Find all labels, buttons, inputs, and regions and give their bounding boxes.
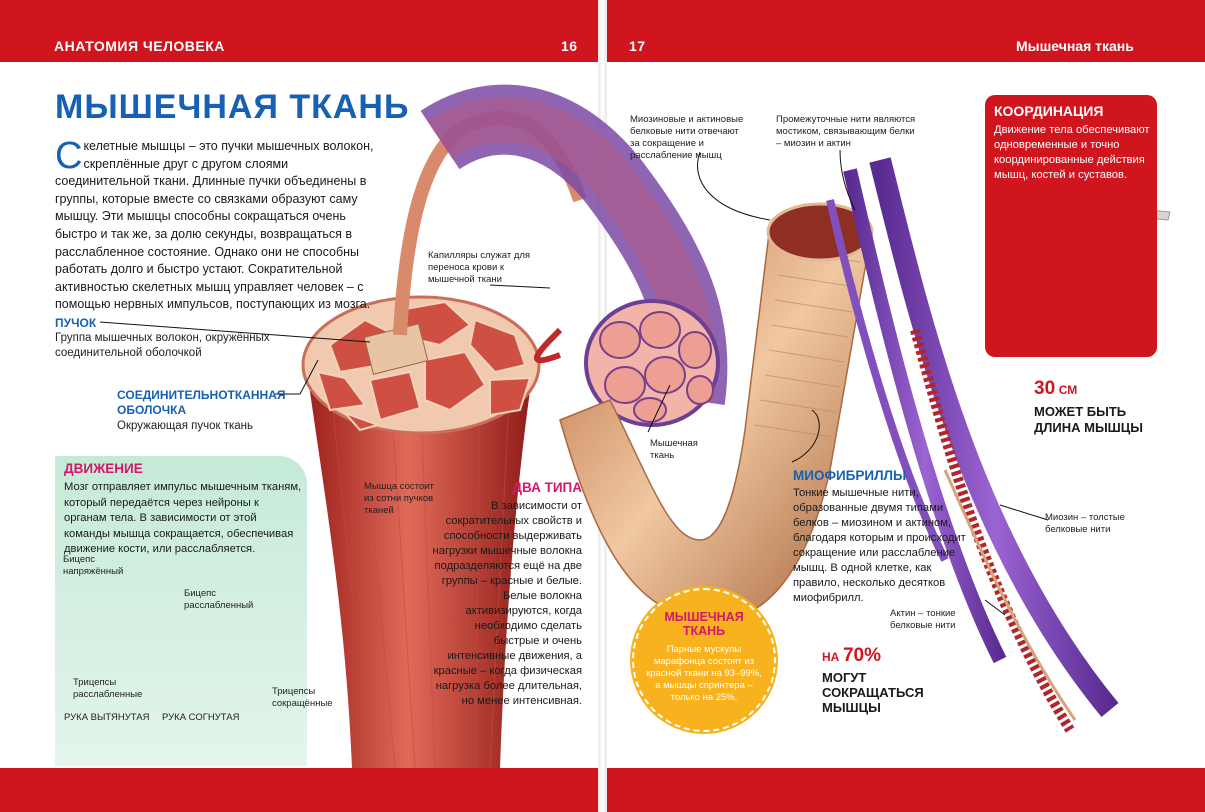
intro-paragraph <box>55 135 375 314</box>
triceps-contracted-label: Трицепсы сокращённые <box>272 686 333 709</box>
muscle-tissue-label: Мышечная ткань <box>650 438 698 461</box>
arm-bent-caption: РУКА СОГНУТАЯ <box>162 712 240 723</box>
arm-straight-caption: РУКА ВЫТЯНУТАЯ <box>64 712 150 723</box>
coordination-text: Движение тела обеспечивают одновременные и точно координированные действия мышц, костей и суставов. <box>994 124 1150 181</box>
bundle-title: ПУЧОК <box>55 316 97 330</box>
biceps-relaxed-label: Бицепс расслабленный <box>184 588 254 611</box>
sheath-title-line1: СОЕДИНИТЕЛЬНОТКАННАЯ <box>117 388 286 402</box>
running-title-left: АНАТОМИЯ ЧЕЛОВЕКА <box>54 38 225 54</box>
myofibrils-text: Тонкие мышечные нити, образованные двумя типами белков – миозином и актином, благодаря которым и происходит сокращение или расслабление мышц. В одной клетке, как правило, несколько десятков миофибрилл. <box>793 487 966 604</box>
capillaries-label: Капилляры служат для переноса крови к мышечной ткани <box>428 250 531 285</box>
contract-prefix: НА <box>822 650 840 664</box>
movement-text: Мозг отправляет импульс мышечным тканям, который передаётся через нейроны к органам тела. В зависимости от этой команды мышца сокращается, обеспечивая движение кости, или расслабляется. <box>64 481 302 555</box>
circle-title-line1: МЫШЕЧНАЯ <box>664 610 744 624</box>
length-stat-value <box>1034 378 1078 399</box>
coordination-panel <box>985 95 1157 357</box>
length-unit: СМ <box>1058 383 1078 397</box>
contract-stat-line2: СОКРАЩАТЬСЯ <box>822 685 924 700</box>
page-number-right: 17 <box>629 38 646 54</box>
circle-title-line2: ТКАНЬ <box>682 624 726 638</box>
movement-title: ДВИЖЕНИЕ <box>64 461 143 476</box>
myosin-thick-label: Миозин – толстые белковые нити <box>1045 512 1125 535</box>
intro-text: келетные мышцы – это пучки мышечных волокон, скреплённые друг с другом слоями соединительной ткани. Длинные пучки объединены в группы, которые вместе со связками образуют саму мышцу. Эти мышцы способны сокращаться очень быстро и так же, за долю секунды, возвращаться в расслабленное состояние. Однако они не способны работать долго и быстро устают. Сократительной активностью скелетных мышц управляет человек – с помощью нервных импульсов, поступающих из мозга. <box>55 139 374 312</box>
circle-text: Парные мускулы марафонца состоят из красной ткани на 93–99%, а мышцы спринтера – только на 25%. <box>646 644 762 703</box>
intermediate-label: Промежуточные нити являются мостиком, связывающим белки – миозин и актин <box>776 114 916 149</box>
contract-stat-line1: МОГУТ <box>822 670 867 685</box>
triceps-relaxed-label: Трицепсы расслабленные <box>73 677 143 700</box>
contract-number: 70% <box>842 645 881 666</box>
myofibrils-title: МИОФИБРИЛЛЫ <box>793 468 907 483</box>
contract-stat-value <box>822 645 881 666</box>
myofibrils-block <box>793 468 973 606</box>
muscle-consists-label: Мышца состоит из сотни пучков тканей <box>364 481 434 516</box>
length-stat-line2: ДЛИНА МЫШЦЫ <box>1034 420 1143 435</box>
page-number-left: 16 <box>561 38 578 54</box>
page-title: МЫШЕЧНАЯ ТКАНЬ <box>55 88 410 126</box>
biceps-tense-label: Бицепс напряжённый <box>63 554 124 577</box>
coordination-title: КООРДИНАЦИЯ <box>994 103 1104 119</box>
sheath-text: Окружающая пучок ткань <box>117 420 253 432</box>
sheath-title-line2: ОБОЛОЧКА <box>117 403 187 417</box>
length-stat-line1: МОЖЕТ БЫТЬ <box>1034 404 1127 419</box>
running-title-right: Мышечная ткань <box>1016 38 1134 54</box>
length-number: 30 <box>1034 378 1056 399</box>
bundle-text: Группа мышечных волокон, окружённых соединительной оболочкой <box>55 332 270 359</box>
two-types-title: ДВА ТИПА <box>512 480 582 495</box>
two-types-block <box>430 480 582 709</box>
muscle-tissue-fact-circle <box>632 588 776 732</box>
myosin-actin-label: Миозиновые и актиновые белковые нити отвечают за сокращение и расслабление мышц <box>630 114 744 161</box>
actin-thin-label: Актин – тонкие белковые нити <box>890 608 956 631</box>
two-types-text: В зависимости от сократительных свойств и способности выдерживать нагрузки мышечные волокна подразделяются ещё на две группы – красные и белые. Белые волокна активизируются, когда необходимо сделать быстрые и очень интенсивные движения, а красные – когда физическая нагрузка более длительная, но менее интенсивная. <box>432 500 582 707</box>
contract-stat-line3: МЫШЦЫ <box>822 700 881 715</box>
drop-cap: С <box>55 135 83 177</box>
